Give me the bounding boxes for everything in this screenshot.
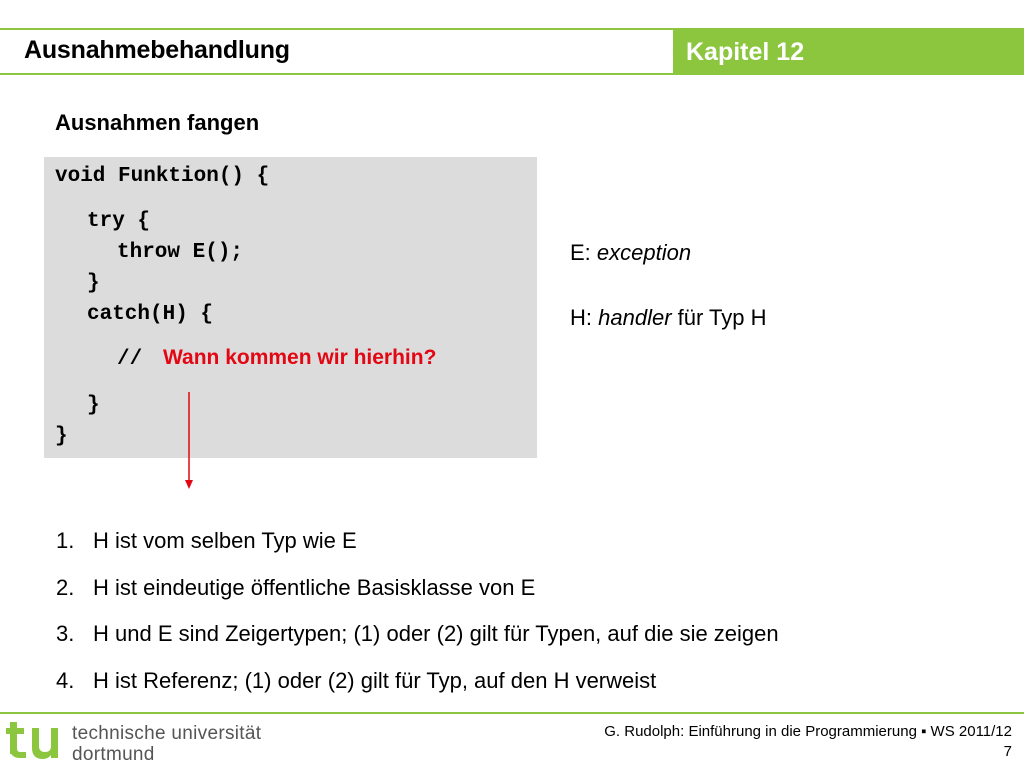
code-line-function: void Funktion() { — [55, 165, 270, 188]
exception-label: E: — [570, 240, 591, 265]
code-line-throw: throw E(); — [117, 241, 244, 264]
handler-description: für Typ H — [677, 305, 767, 330]
code-line-function-close: } — [55, 425, 68, 448]
handler-term: handler — [598, 305, 672, 330]
code-line-catch-close: } — [87, 394, 100, 417]
list-number: 1. — [56, 528, 75, 553]
list-number: 3. — [56, 621, 75, 646]
footer-credit-line: G. Rudolph: Einführung in die Programmierung ▪ WS 2011/12 — [604, 723, 1012, 740]
list-text: H ist Referenz; (1) oder (2) gilt für Typ, auf den H verweist — [93, 667, 657, 693]
list-number: 2. — [56, 574, 75, 600]
slide-title: Ausnahmebehandlung — [24, 36, 290, 64]
exception-term: exception — [596, 240, 692, 265]
exception-note — [570, 240, 691, 266]
section-heading: Ausnahmen fangen — [55, 110, 260, 135]
list-text: H und E sind Zeigertypen; (1) oder (2) gilt für Typen, auf die sie zeigen — [93, 621, 779, 646]
chapter-label: Kapitel 12 — [686, 38, 805, 66]
handler-note — [570, 305, 767, 331]
code-comment-marker: // — [117, 348, 143, 371]
list-number: 4. — [56, 667, 75, 693]
page-number: 7 — [1003, 743, 1012, 760]
footer-rule — [0, 712, 1024, 714]
footer-credit — [604, 722, 1012, 762]
university-name — [72, 723, 261, 765]
code-line-catch: catch(H) { — [87, 303, 214, 326]
code-line-try: try { — [87, 210, 151, 233]
university-name-line1: technische universität — [72, 723, 262, 744]
list-text: H ist vom selben Typ wie E — [93, 528, 357, 553]
down-arrow-icon — [180, 390, 200, 490]
handler-label: H: — [570, 305, 592, 330]
code-line-try-close: } — [87, 272, 100, 295]
code-comment-text: Wann kommen wir hierhin? — [163, 346, 437, 369]
list-text: H ist eindeutige öffentliche Basisklasse von E — [93, 574, 536, 600]
tu-logo-icon — [6, 718, 66, 764]
university-name-line2: dortmund — [72, 744, 155, 765]
